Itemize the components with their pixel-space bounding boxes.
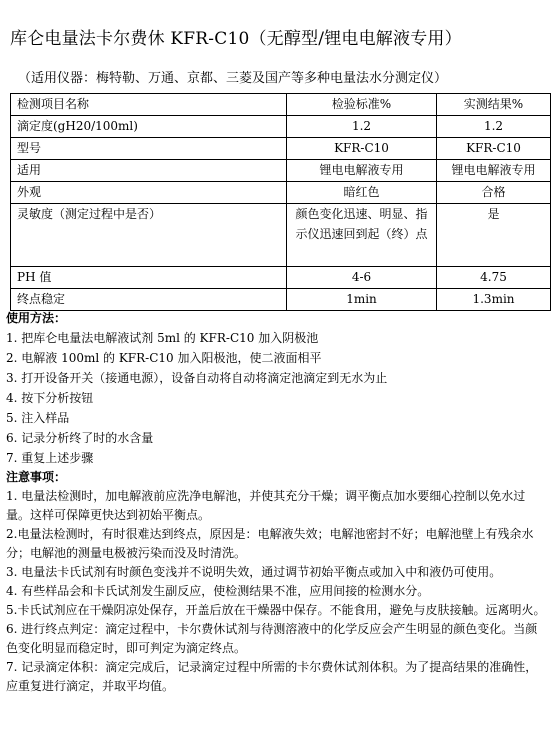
usage-step: 3. 打开设备开关（接通电源），设备自动将自动将滴定池滴定到无水为止	[6, 371, 388, 385]
usage-step: 6. 记录分析终了时的水含量	[6, 431, 154, 445]
table-row	[11, 204, 551, 267]
note-item: 1. 电量法检测时，加电解液前应洗净电解池，并使其充分干燥；调平衡点加水要细心控制以免水过量。这样可保障更快达到初始平衡点。	[6, 489, 526, 522]
table-row	[11, 182, 551, 204]
usage-step: 1. 把库仑电量法电解液试剂 5ml 的 KFR-C10 加入阴极池	[6, 331, 319, 345]
row-item: 灵敏度（测定过程中是否）	[11, 204, 287, 267]
note-item: 2.电量法检测时，有时很难达到终点，原因是：电解液失效；电解池密封不好；电解池壁上有残余水分；电解池的测量电极被污染而没及时清洗。	[6, 527, 534, 560]
note-item: 6. 进行终点判定：滴定过程中，卡尔费休试剂与待测溶液中的化学反应会产生明显的颜色变化。当颜色变化明显而稳定时，即可判定为滴定终点。	[6, 622, 538, 655]
row-standard: 颜色变化迅速、明显、指示仪迅速回到起（终）点	[287, 204, 437, 267]
row-standard: 锂电电解液专用	[287, 160, 437, 182]
row-item: 型号	[11, 138, 287, 160]
note-item: 3. 电量法卡氏试剂有时颜色变浅并不说明失效，通过调节初始平衡点或加入中和液仍可使用。	[6, 565, 502, 579]
notes-section	[6, 468, 546, 696]
row-item: 滴定度(gH20/100ml)	[11, 116, 287, 138]
table-row	[11, 116, 551, 138]
row-result: KFR-C10	[437, 138, 551, 160]
row-standard: KFR-C10	[287, 138, 437, 160]
header-standard: 检验标准%	[287, 94, 437, 116]
usage-step: 7. 重复上述步骤	[6, 451, 94, 465]
row-result: 1.2	[437, 116, 551, 138]
spec-table	[10, 93, 551, 311]
note-item: 4. 有些样品会和卡氏试剂发生副反应，使检测结果不准，应用间接的检测水分。	[6, 584, 430, 598]
row-standard: 4-6	[287, 267, 437, 289]
table-row	[11, 160, 551, 182]
usage-heading: 使用方法：	[6, 311, 67, 325]
note-item: 5.卡氏试剂应在干燥阴凉处保存，开盖后放在干燥器中保存。不能食用，避免与皮肤接触。远离明火。	[6, 603, 546, 617]
notes-heading: 注意事项：	[6, 470, 67, 484]
row-item: 终点稳定	[11, 289, 287, 311]
row-standard: 暗红色	[287, 182, 437, 204]
table-row	[11, 138, 551, 160]
note-item: 7. 记录滴定体积：滴定完成后，记录滴定过程中所需的卡尔费休试剂体积。为了提高结果的准确性，应重复进行滴定，并取平均值。	[6, 660, 538, 693]
usage-step: 5. 注入样品	[6, 411, 70, 425]
row-result: 合格	[437, 182, 551, 204]
page-subtitle: （适用仪器：梅特勒、万通、京都、三菱及国产等多种电量法水分测定仪）	[18, 71, 448, 86]
usage-step: 2. 电解液 100ml 的 KFR-C10 加入阳极池，使二液面相平	[6, 351, 322, 365]
header-result: 实测结果%	[437, 94, 551, 116]
row-item: 适用	[11, 160, 287, 182]
table-header-row	[11, 94, 551, 116]
row-result: 锂电电解液专用	[437, 160, 551, 182]
row-item: PH 值	[11, 267, 287, 289]
usage-step: 4. 按下分析按钮	[6, 391, 94, 405]
row-standard: 1.2	[287, 116, 437, 138]
table-row	[11, 267, 551, 289]
row-result: 4.75	[437, 267, 551, 289]
usage-section	[6, 308, 546, 468]
row-item: 外观	[11, 182, 287, 204]
page-title: 库仑电量法卡尔费休 KFR-C10（无醇型/锂电电解液专用）	[10, 29, 462, 49]
header-item: 检测项目名称	[11, 94, 287, 116]
row-standard: 1min	[287, 289, 437, 311]
row-result: 是	[437, 204, 551, 267]
row-result: 1.3min	[437, 289, 551, 311]
